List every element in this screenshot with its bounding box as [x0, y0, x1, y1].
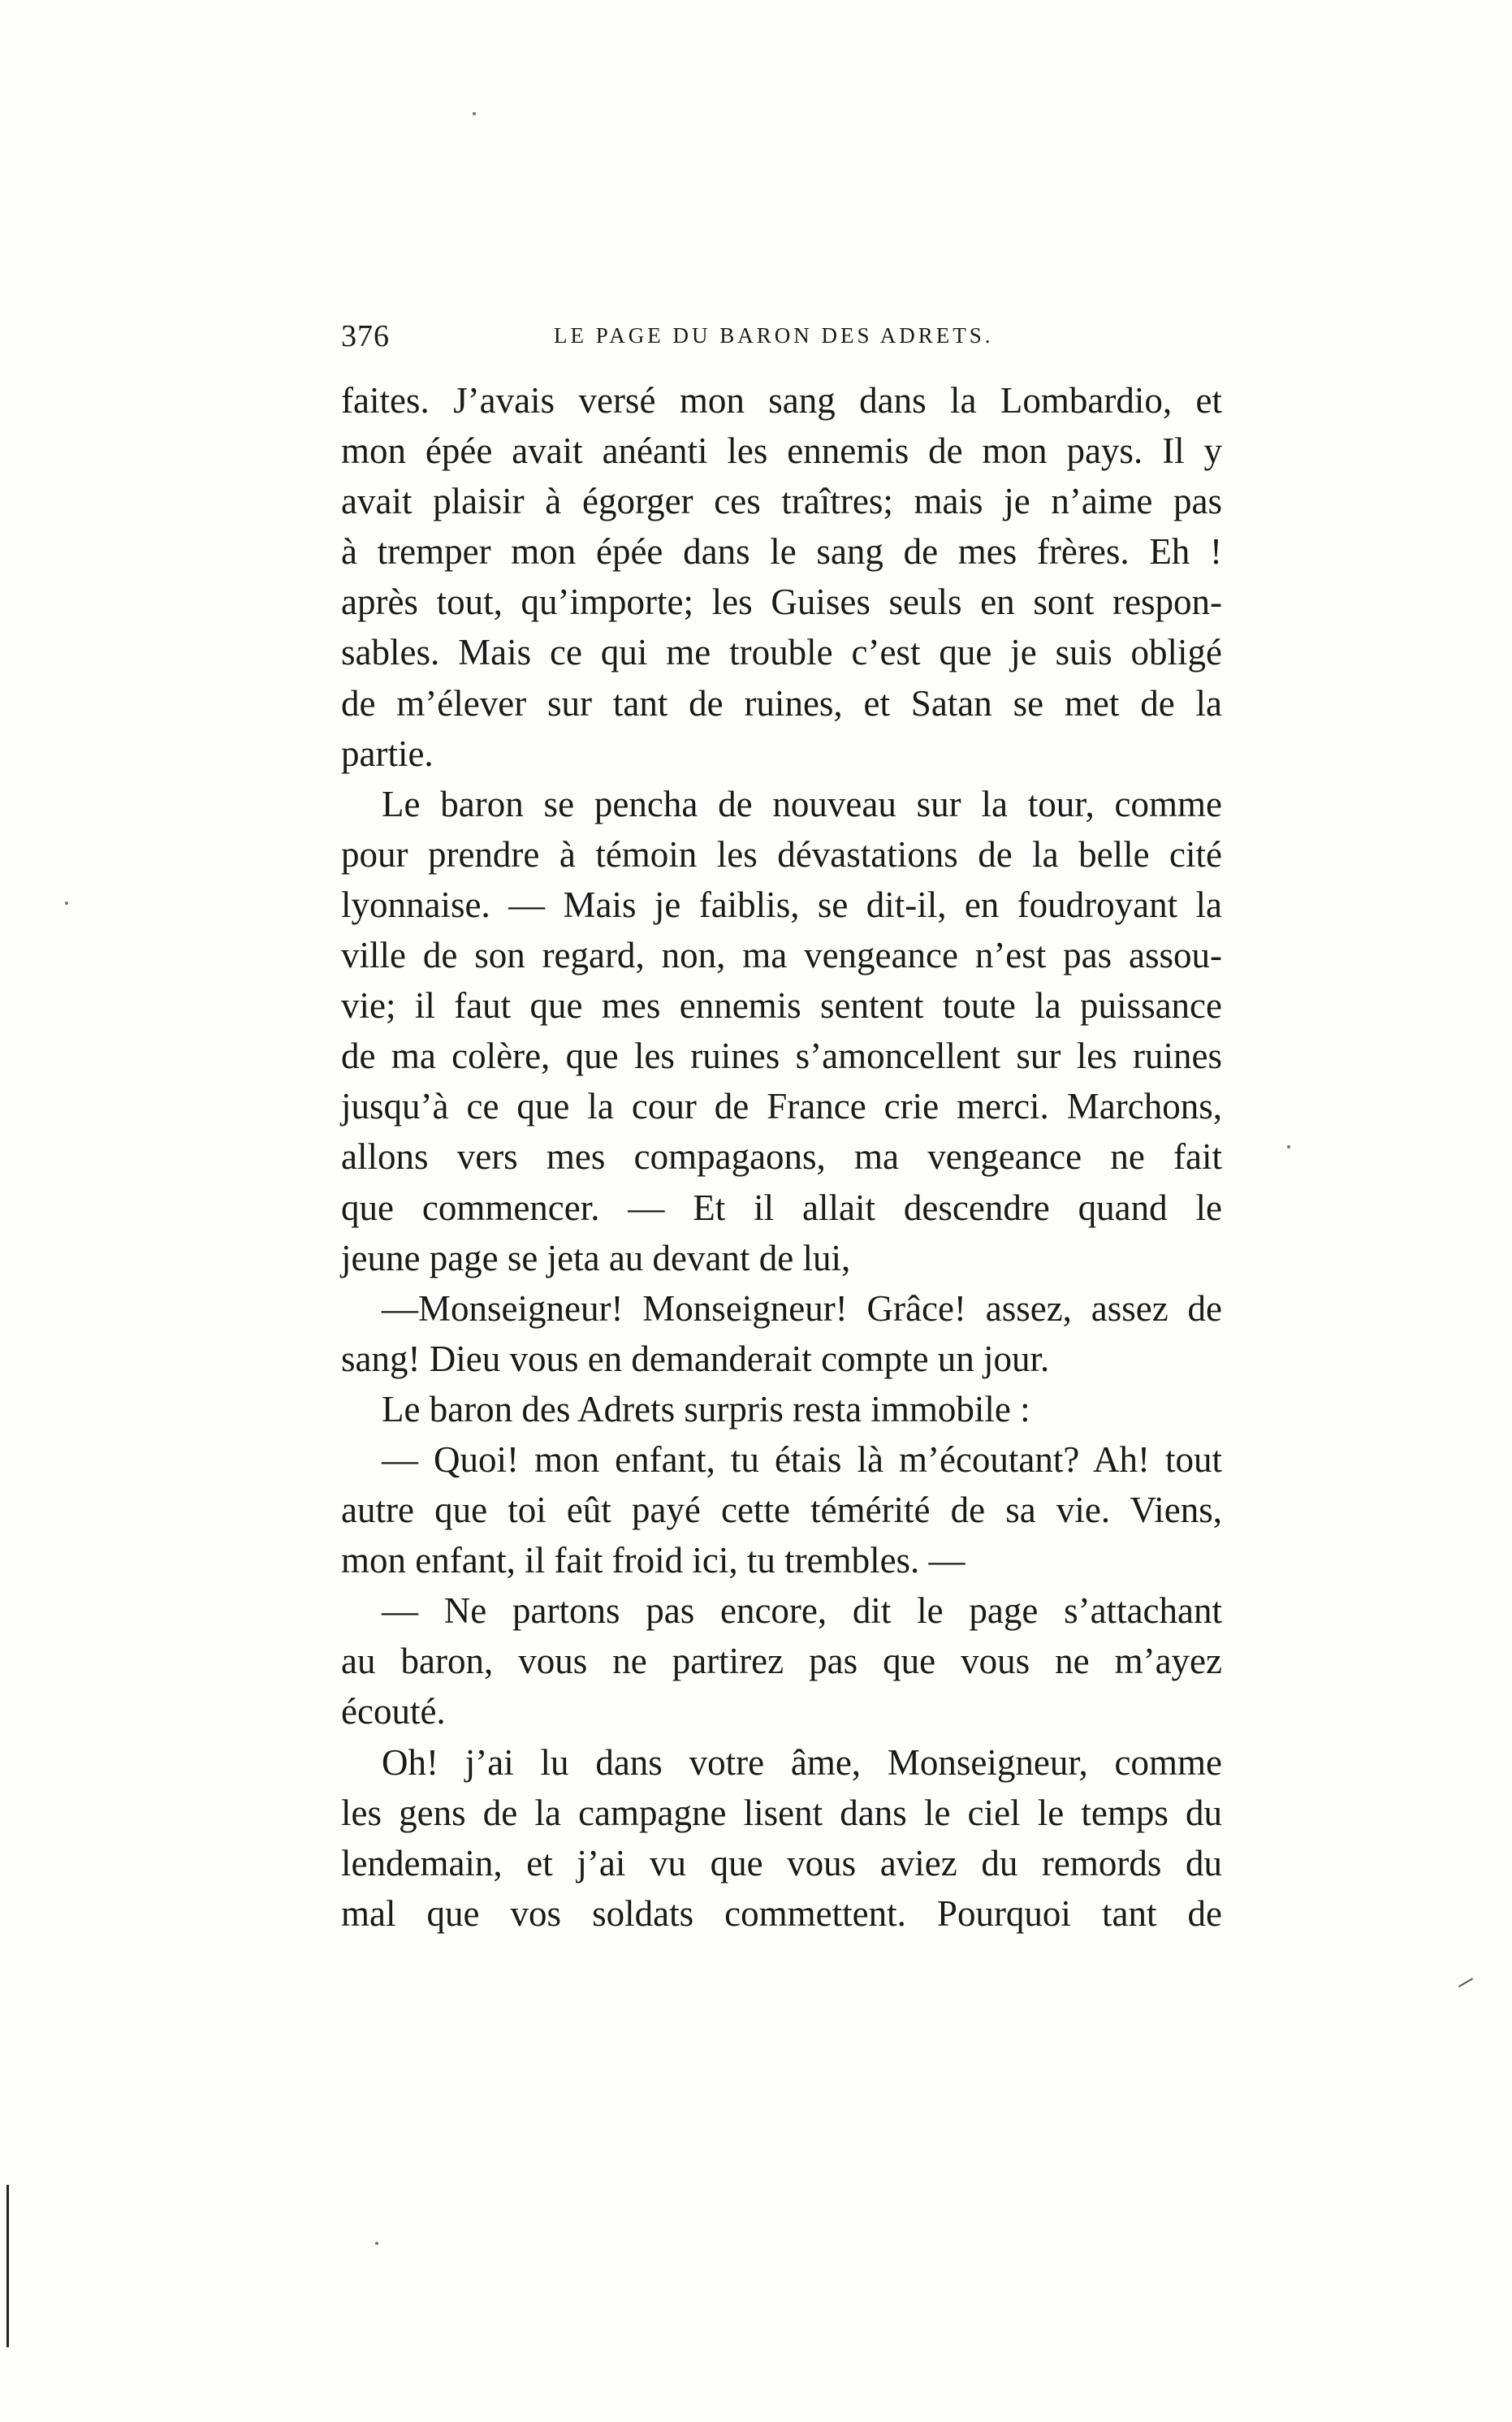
- text-line: — Ne partons pas encore, dit le page s’attachant: [382, 1590, 1222, 1632]
- text-line: vie; il faut que mes ennemis sentent toute la puissance: [341, 985, 1222, 1027]
- text-line: que commencer. — Et il allait descendre quand le: [341, 1187, 1222, 1228]
- page-number: 376: [341, 319, 390, 353]
- text-line: les gens de la campagne lisent dans le ciel le temps du: [341, 1792, 1222, 1833]
- text-line: avait plaisir à égorger ces traîtres; mais je n’aime pas: [341, 481, 1222, 522]
- text-line: de m’élever sur tant de ruines, et Satan se met de la: [341, 682, 1222, 724]
- text-line: partie.: [341, 733, 434, 774]
- text-line: Le baron se pencha de nouveau sur la tour, comme: [382, 783, 1222, 824]
- paper-speck: [1287, 1145, 1290, 1148]
- text-line: — Quoi! mon enfant, tu étais là m’écoutant? Ah! tout: [382, 1438, 1222, 1480]
- margin-rule: [6, 2185, 9, 2347]
- text-line: jusqu’à ce que la cour de France crie merci. Marchons,: [341, 1086, 1222, 1127]
- text-line: mal que vos soldats commettent. Pourquoi tant de: [341, 1892, 1222, 1934]
- text-line: au baron, vous ne partirez pas que vous ne m’ayez: [341, 1641, 1222, 1682]
- text-line: de ma colère, que les ruines s’amoncellent sur les ruines: [341, 1036, 1222, 1077]
- text-line: mon enfant, il fait froid ici, tu trembles. —: [341, 1540, 966, 1581]
- page-header: [341, 318, 1222, 359]
- text-line: à tremper mon épée dans le sang de mes frères. Eh !: [341, 531, 1222, 573]
- paper-speck: [473, 112, 476, 115]
- paper-speck: [375, 2242, 378, 2245]
- text-line: Le baron des Adrets surpris resta immobile :: [382, 1388, 1030, 1429]
- text-line: jeune page se jeta au devant de lui,: [341, 1237, 851, 1278]
- text-line: ville de son regard, non, ma vengeance n’est pas assou-: [341, 935, 1222, 976]
- text-line: Oh! j’ai lu dans votre âme, Monseigneur, comme: [382, 1741, 1222, 1783]
- text-line: écouté.: [341, 1691, 446, 1732]
- text-line: mon épée avait anéanti les ennemis de mon pays. Il y: [341, 430, 1222, 472]
- text-line: après tout, qu’importe; les Guises seuls en sont respon-: [341, 582, 1222, 623]
- text-line: sables. Mais ce qui me trouble c’est que je suis obligé: [341, 632, 1222, 673]
- pencil-mark: [1458, 1978, 1473, 1987]
- text-line: pour prendre à témoin les dévastations de la belle cité: [341, 833, 1222, 875]
- text-line: faites. J’avais versé mon sang dans la Lombardio, et: [341, 380, 1222, 421]
- text-line: —Monseigneur! Monseigneur! Grâce! assez, assez de: [382, 1287, 1222, 1329]
- text-line: lyonnaise. — Mais je faiblis, se dit-il, en foudroyant la: [341, 884, 1222, 925]
- text-line: autre que toi eût payé cette témérité de sa vie. Viens,: [341, 1490, 1222, 1531]
- text-line: lendemain, et j’ai vu que vous aviez du remords du: [341, 1842, 1222, 1884]
- body-text: [341, 375, 1222, 1939]
- text-line: allons vers mes compagaons, ma vengeance ne fait: [341, 1136, 1222, 1178]
- running-head: LE PAGE DU BARON DES ADRETS.: [554, 323, 994, 348]
- paper-speck: [65, 902, 68, 905]
- text-line: sang! Dieu vous en demanderait compte un jour.: [341, 1338, 1050, 1379]
